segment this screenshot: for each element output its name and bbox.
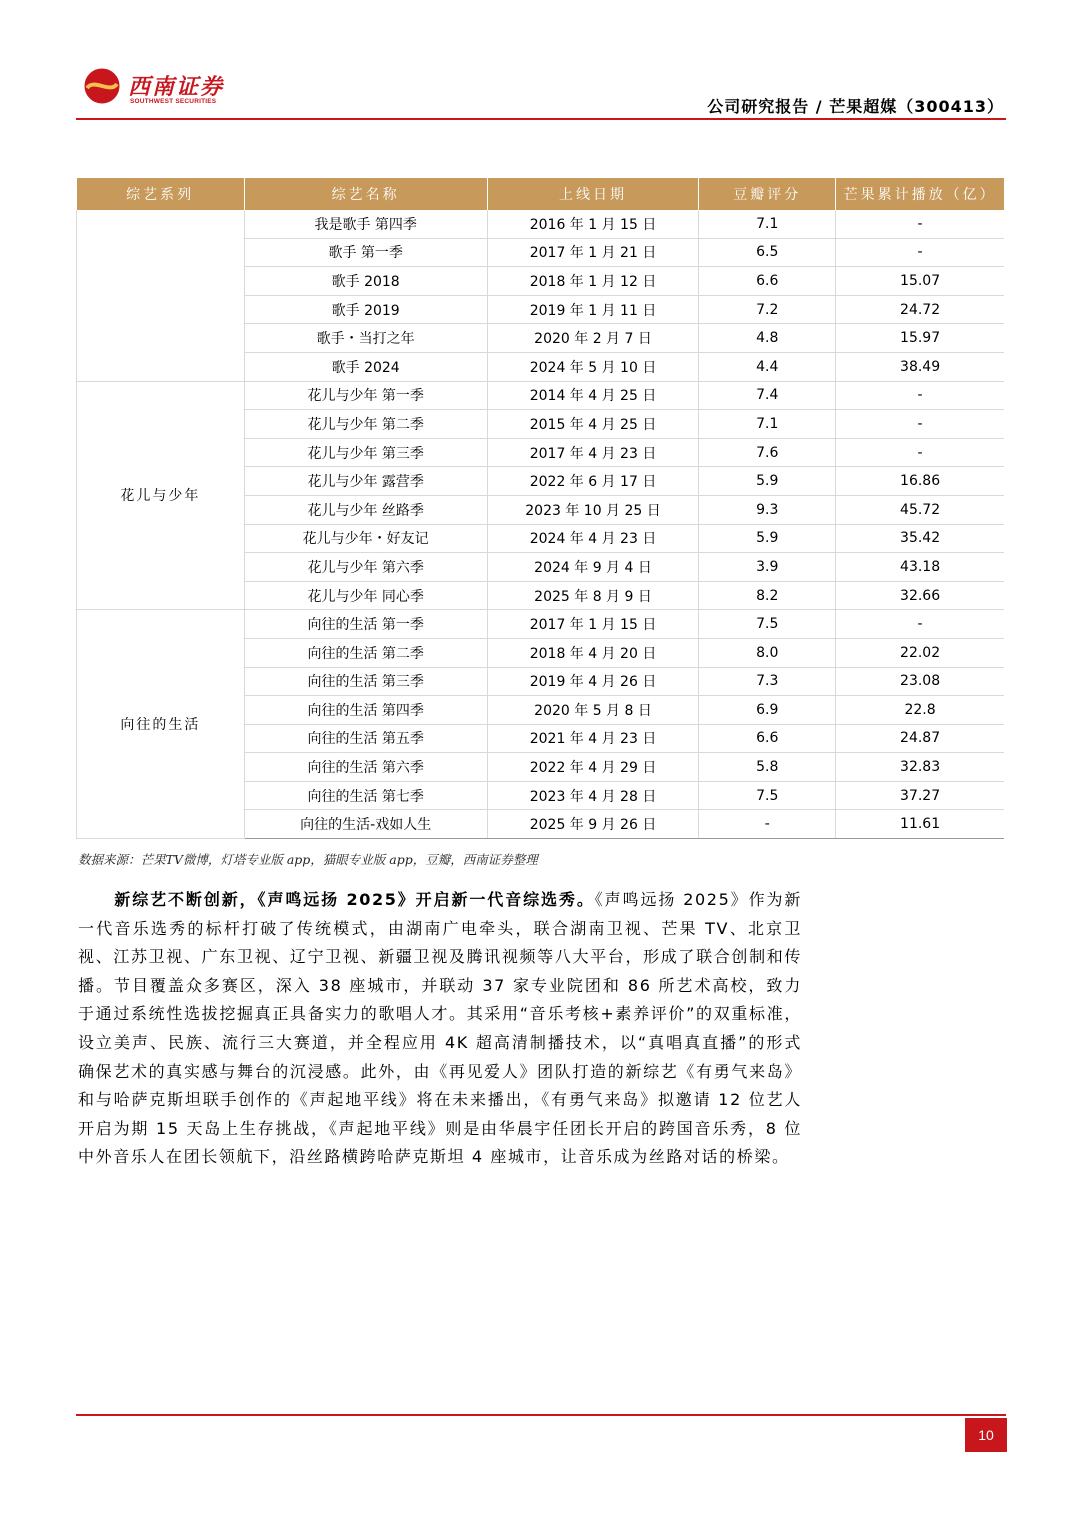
play-count-cell: 37.27 [836, 781, 1004, 810]
play-count-cell: 43.18 [836, 553, 1004, 582]
play-count-cell: - [836, 438, 1004, 467]
column-header: 综艺系列 [77, 178, 245, 210]
release-date-cell: 2019 年 1 月 11 日 [487, 295, 699, 324]
series-cell: 向往的生活 [77, 610, 245, 839]
release-date-cell: 2025 年 8 月 9 日 [487, 581, 699, 610]
douban-score-cell: 6.5 [699, 238, 836, 267]
douban-score-cell: 7.5 [699, 610, 836, 639]
table-row [77, 381, 1005, 410]
show-name-cell: 花儿与少年 露营季 [244, 467, 487, 496]
show-name-cell: 向往的生活-戏如人生 [244, 810, 487, 839]
release-date-cell: 2022 年 4 月 29 日 [487, 753, 699, 782]
play-count-cell: - [836, 610, 1004, 639]
douban-score-cell: 6.6 [699, 267, 836, 296]
show-name-cell: 向往的生活 第三季 [244, 667, 487, 696]
play-count-cell: - [836, 410, 1004, 439]
release-date-cell: 2021 年 4 月 23 日 [487, 724, 699, 753]
report-title: 公司研究报告 / 芒果超媒（300413） [707, 97, 1004, 116]
release-date-cell: 2018 年 1 月 12 日 [487, 267, 699, 296]
douban-score-cell: 5.9 [699, 467, 836, 496]
column-header: 上线日期 [487, 178, 699, 210]
douban-score-cell: 4.4 [699, 352, 836, 381]
show-name-cell: 歌手 2024 [244, 352, 487, 381]
show-name-cell: 花儿与少年 第三季 [244, 438, 487, 467]
douban-score-cell: 9.3 [699, 495, 836, 524]
paragraph-lead: 新综艺不断创新，《声鸣远扬 2025》开启新一代音综选秀。 [114, 890, 595, 909]
column-header: 综艺名称 [244, 178, 487, 210]
header-divider [76, 118, 1006, 120]
series-cell [77, 210, 245, 381]
show-name-cell: 向往的生活 第一季 [244, 610, 487, 639]
release-date-cell: 2018 年 4 月 20 日 [487, 638, 699, 667]
douban-score-cell: 7.3 [699, 667, 836, 696]
play-count-cell: 15.97 [836, 324, 1004, 353]
douban-score-cell: 7.4 [699, 381, 836, 410]
play-count-cell: 38.49 [836, 352, 1004, 381]
footer-divider [76, 1414, 1006, 1416]
release-date-cell: 2024 年 5 月 10 日 [487, 352, 699, 381]
play-count-cell: 22.02 [836, 638, 1004, 667]
show-name-cell: 向往的生活 第二季 [244, 638, 487, 667]
play-count-cell: 24.72 [836, 295, 1004, 324]
release-date-cell: 2023 年 10 月 25 日 [487, 495, 699, 524]
show-name-cell: 歌手 2019 [244, 295, 487, 324]
play-count-cell: 22.8 [836, 696, 1004, 725]
show-name-cell: 歌手 2018 [244, 267, 487, 296]
release-date-cell: 2024 年 4 月 23 日 [487, 524, 699, 553]
show-name-cell: 向往的生活 第四季 [244, 696, 487, 725]
table-body [77, 210, 1005, 839]
show-name-cell: 我是歌手 第四季 [244, 210, 487, 238]
douban-score-cell: 5.8 [699, 753, 836, 782]
table-row [77, 210, 1005, 238]
release-date-cell: 2016 年 1 月 15 日 [487, 210, 699, 238]
play-count-cell: 35.42 [836, 524, 1004, 553]
column-header: 豆瓣评分 [699, 178, 836, 210]
release-date-cell: 2017 年 4 月 23 日 [487, 438, 699, 467]
release-date-cell: 2020 年 5 月 8 日 [487, 696, 699, 725]
table-row [77, 610, 1005, 639]
douban-score-cell: 6.9 [699, 696, 836, 725]
paragraph-body: 《声鸣远扬 2025》作为新一代音乐选秀的标杆打破了传统模式，由湖南广电牵头，联合湖南卫视、芒果 TV、北京卫视、江苏卫视、广东卫视、辽宁卫视、新疆卫视及腾讯视频等八大平台，形成了联合创制和传播。节目覆盖众多赛区，深入 38 座城市，并联动 37 家专业院团和 86 所艺术高校，致力于通过系统性选拔挖掘真正具备实力的歌唱人才。其采用“音乐考核+素养评价”的双重标准，设立美声、民族、流行三大赛道，并全程应用 4K 超高清制播技术，以“真唱真直播”的形式确保艺术的真实感与舞台的沉浸感。此外，由《再见爱人》团队打造的新综艺《有勇气来岛》和与哈萨克斯坦联手创作的《声起地平线》将在未来播出，《有勇气来岛》拟邀请 12 位艺人开启为期 15 天岛上生存挑战，《声起地平线》则是由华晨宇任团长开启的跨国音乐秀，8 位中外音乐人在团长领航下，沿丝路横跨哈萨克斯坦 4 座城市，让音乐成为丝路对话的桥梁。 [78, 890, 802, 1167]
douban-score-cell: 6.6 [699, 724, 836, 753]
play-count-cell: 24.87 [836, 724, 1004, 753]
logo-subtitle: SOUTHWEST SECURITIES [130, 98, 217, 105]
release-date-cell: 2019 年 4 月 26 日 [487, 667, 699, 696]
show-name-cell: 歌手 第一季 [244, 238, 487, 267]
show-name-cell: 花儿与少年 第六季 [244, 553, 487, 582]
release-date-cell: 2017 年 1 月 15 日 [487, 610, 699, 639]
douban-score-cell: 4.8 [699, 324, 836, 353]
show-name-cell: 花儿与少年・好友记 [244, 524, 487, 553]
douban-score-cell: 7.1 [699, 210, 836, 238]
play-count-cell: - [836, 381, 1004, 410]
show-name-cell: 花儿与少年 同心季 [244, 581, 487, 610]
page-header [0, 0, 1080, 120]
column-header: 芒果累计播放（亿） [836, 178, 1004, 210]
body-paragraph [78, 886, 802, 1172]
douban-score-cell: 7.6 [699, 438, 836, 467]
logo-icon [84, 68, 120, 104]
play-count-cell: 15.07 [836, 267, 1004, 296]
data-source-note: 数据来源：芒果TV微博，灯塔专业版 app，猫眼专业版 app，豆瓣，西南证券整理 [78, 852, 538, 867]
release-date-cell: 2024 年 9 月 4 日 [487, 553, 699, 582]
play-count-cell: 32.83 [836, 753, 1004, 782]
douban-score-cell: 7.5 [699, 781, 836, 810]
show-name-cell: 花儿与少年 第二季 [244, 410, 487, 439]
play-count-cell: 23.08 [836, 667, 1004, 696]
play-count-cell: - [836, 238, 1004, 267]
douban-score-cell: 3.9 [699, 553, 836, 582]
douban-score-cell: - [699, 810, 836, 839]
logo-text: 西南证券 [128, 74, 225, 100]
show-name-cell: 向往的生活 第七季 [244, 781, 487, 810]
douban-score-cell: 5.9 [699, 524, 836, 553]
show-name-cell: 向往的生活 第六季 [244, 753, 487, 782]
douban-score-cell: 7.1 [699, 410, 836, 439]
release-date-cell: 2017 年 1 月 21 日 [487, 238, 699, 267]
douban-score-cell: 7.2 [699, 295, 836, 324]
show-name-cell: 花儿与少年 第一季 [244, 381, 487, 410]
page-number: 10 [965, 1418, 1007, 1452]
douban-score-cell: 8.0 [699, 638, 836, 667]
douban-score-cell: 8.2 [699, 581, 836, 610]
release-date-cell: 2014 年 4 月 25 日 [487, 381, 699, 410]
play-count-cell: - [836, 210, 1004, 238]
show-name-cell: 花儿与少年 丝路季 [244, 495, 487, 524]
release-date-cell: 2015 年 4 月 25 日 [487, 410, 699, 439]
release-date-cell: 2025 年 9 月 26 日 [487, 810, 699, 839]
play-count-cell: 11.61 [836, 810, 1004, 839]
show-name-cell: 歌手・当打之年 [244, 324, 487, 353]
show-name-cell: 向往的生活 第五季 [244, 724, 487, 753]
play-count-cell: 16.86 [836, 467, 1004, 496]
play-count-cell: 45.72 [836, 495, 1004, 524]
table-header-row [77, 178, 1005, 210]
release-date-cell: 2020 年 2 月 7 日 [487, 324, 699, 353]
variety-show-table [76, 178, 1004, 839]
series-cell: 花儿与少年 [77, 381, 245, 610]
play-count-cell: 32.66 [836, 581, 1004, 610]
release-date-cell: 2022 年 6 月 17 日 [487, 467, 699, 496]
release-date-cell: 2023 年 4 月 28 日 [487, 781, 699, 810]
